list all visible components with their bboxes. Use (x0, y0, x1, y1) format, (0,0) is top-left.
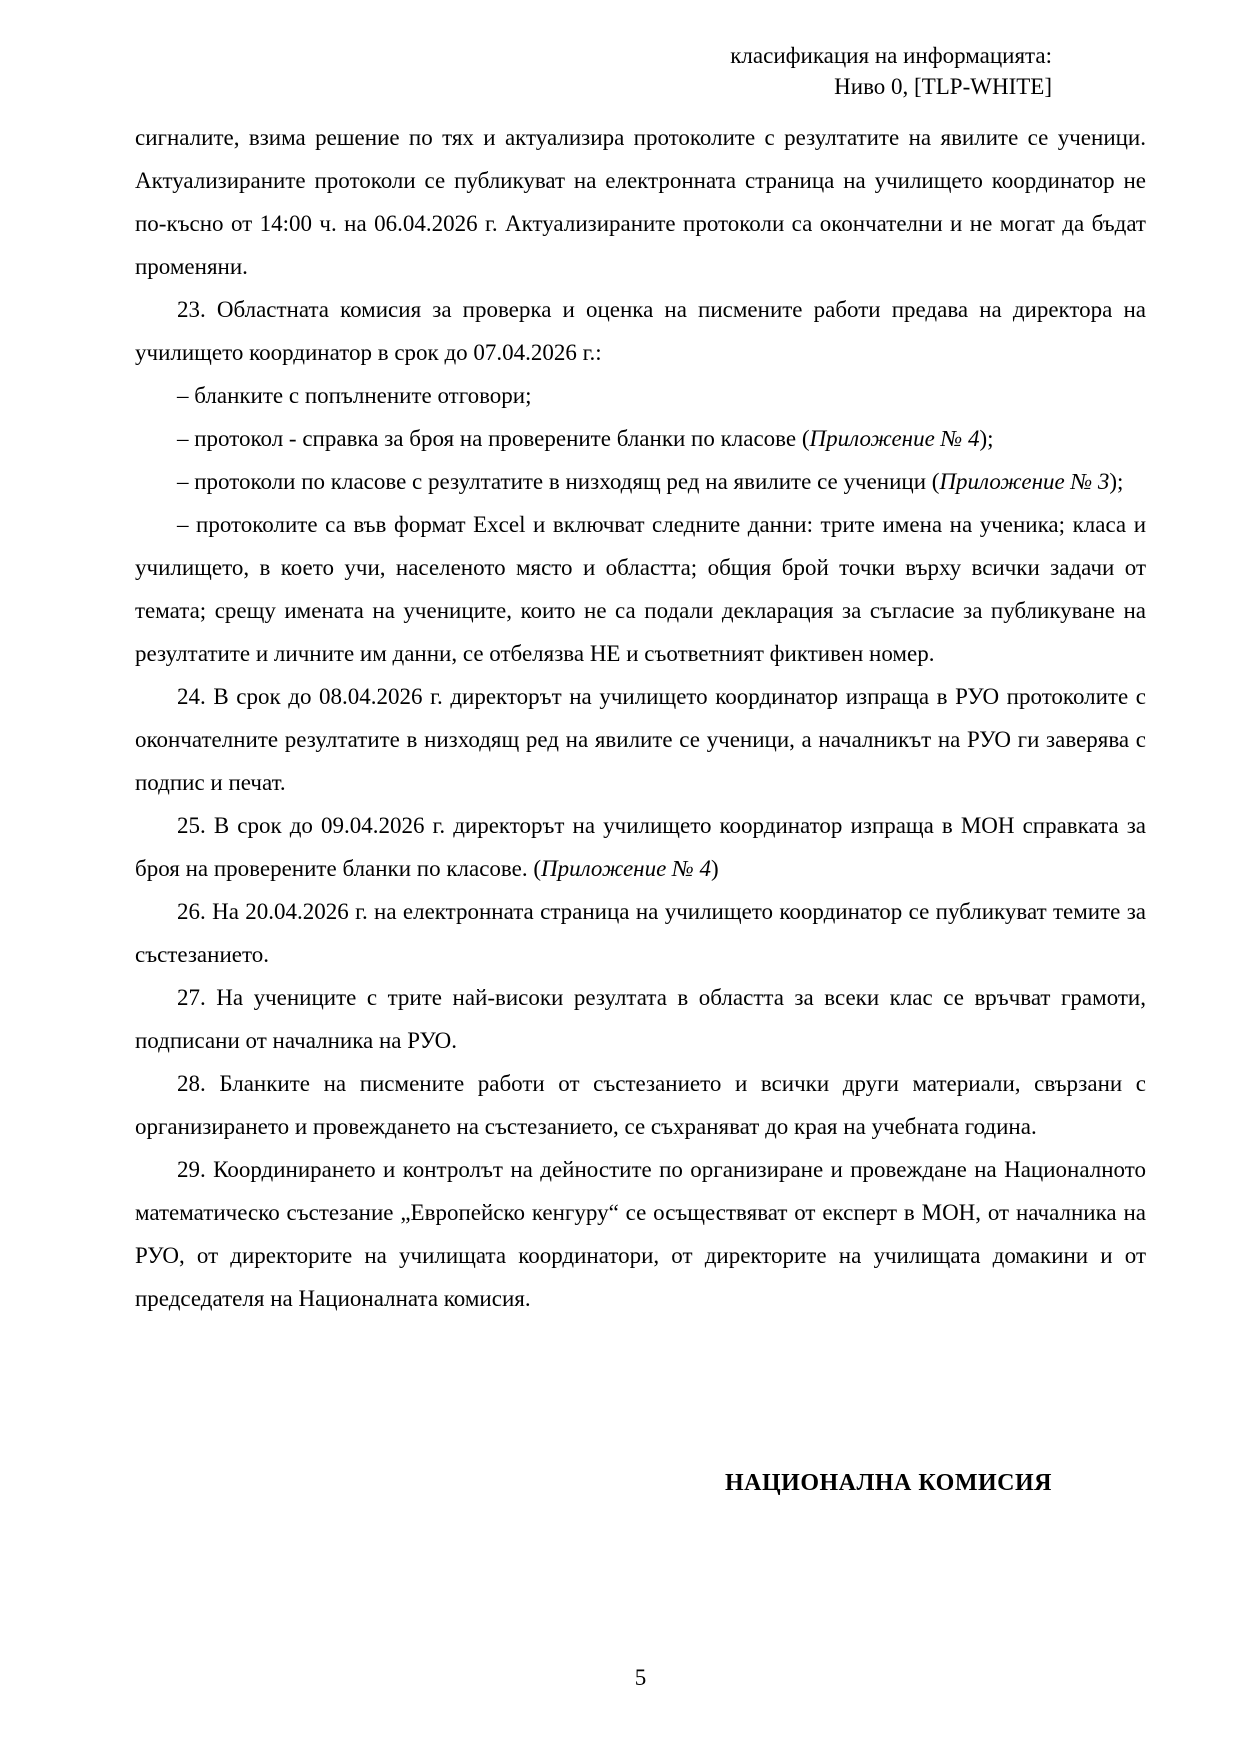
paragraph-segment: – протоколите са във формат Excel и включват следните данни: трите имена на ученика; класа и училището, в което учи, населеното място и областта; общия брой точки върху всички задачи от темата; срещу имената на учениците, които не са подали декларация за съгласие за публикуване на резултатите и личните им данни, се отбелязва НЕ и съответният фиктивен номер. (135, 512, 1146, 666)
paragraph (135, 288, 1146, 374)
paragraph (135, 503, 1146, 675)
paragraph-segment: сигналите, взима решение по тях и актуализира протоколите с резултатите на явилите се ученици. Актуализираните протоколи се публикуват на електронната страница на училището координатор не по-късно от 14:00 ч. на 06.04.2026 г. Актуализираните протоколи са окончателни и не могат да бъдат променяни. (135, 125, 1146, 279)
paragraph-segment: – протокол - справка за броя на проверените бланки по класове ( (177, 426, 810, 451)
document-body (135, 116, 1146, 1320)
classification-line-1: класификация на информацията: (730, 43, 1052, 68)
paragraph-segment: ) (710, 856, 719, 881)
paragraph-segment-italic: Приложение № 4 (809, 426, 980, 451)
paragraph (135, 374, 1146, 417)
paragraph-segment: 25. В срок до 09.04.2026 г. директорът на училището координатор изпраща в МОН справката за броя на проверените бланки по класове. ( (135, 813, 1146, 881)
signature-national-commission: НАЦИОНАЛНА КОМИСИЯ (724, 1470, 1052, 1496)
paragraph-segment-italic: Приложение № 4 (541, 856, 711, 881)
paragraph-segment: ); (1109, 469, 1124, 494)
paragraph-segment: – бланките с попълнените отговори; (177, 383, 532, 408)
classification-header (0, 40, 1052, 102)
paragraph-segment: 24. В срок до 08.04.2026 г. директорът на училището координатор изпраща в РУО протоколите с окончателните резултатите в низходящ ред на явилите се ученици, а началникът на РУО ги заверява с подпис и печат. (135, 684, 1146, 795)
paragraph (135, 417, 1146, 460)
paragraph-segment: 28. Бланките на писмените работи от състезанието и всички други материали, свързани с организирането и провеждането на състезанието, се съхраняват до края на учебната година. (135, 1071, 1146, 1139)
paragraph-segment: – протоколи по класове с резултатите в низходящ ред на явилите се ученици ( (177, 469, 940, 494)
paragraph-segment: 29. Координирането и контролът на дейностите по организиране и провеждане на Националното математическо състезание „Европейско кенгуру“ се осъществяват от експерт в МОН, от началника на РУО, от директорите на училищата координатори, от директорите на училищата домакини и от председателя на Националната комисия. (135, 1157, 1146, 1311)
paragraph (135, 976, 1146, 1062)
paragraph (135, 675, 1146, 804)
paragraph (135, 116, 1146, 288)
paragraph-segment-italic: Приложение № 3 (939, 469, 1110, 494)
paragraph (135, 1062, 1146, 1148)
paragraph-segment: 23. Областната комисия за проверка и оценка на писмените работи предава на директора на училището координатор в срок до 07.04.2026 г.: (135, 297, 1146, 365)
paragraph-segment: 26. На 20.04.2026 г. на електронната страница на училището координатор се публикуват темите за състезанието. (135, 899, 1146, 967)
paragraph-segment: 27. На учениците с трите най-високи резултата в областта за всеки клас се връчват грамоти, подписани от началника на РУО. (135, 985, 1146, 1053)
paragraph (135, 1148, 1146, 1320)
paragraph (135, 460, 1146, 503)
paragraph (135, 804, 1146, 890)
classification-line-2: Ниво 0, [TLP-WHITE] (834, 74, 1052, 99)
paragraph-segment: ); (979, 426, 994, 451)
paragraph (135, 890, 1146, 976)
page-number: 5 (634, 1665, 647, 1690)
